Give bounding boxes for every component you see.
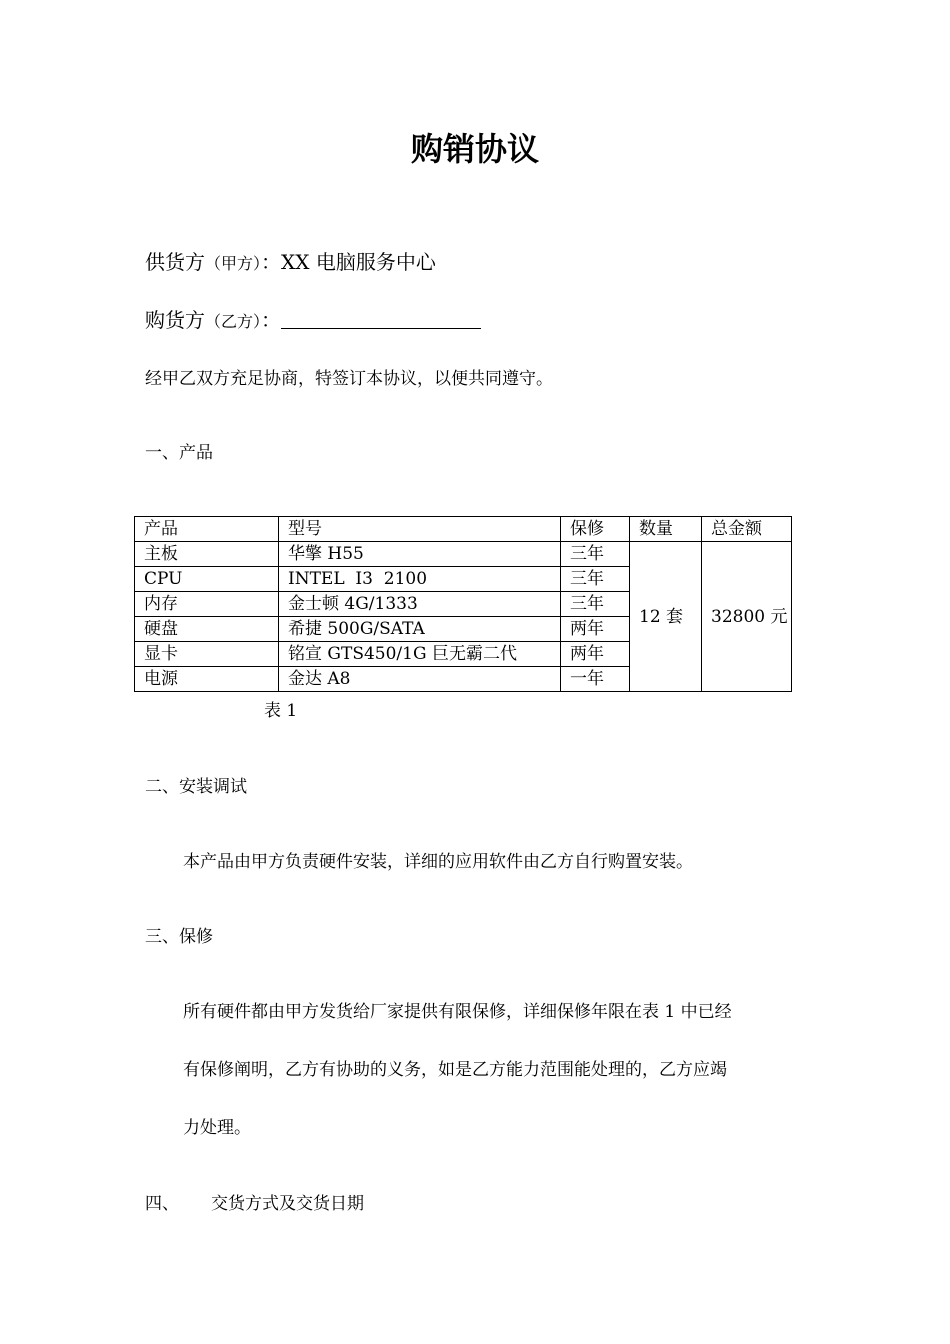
cell-product: 内存 [135, 592, 279, 617]
supplier-role: （甲方） [205, 254, 262, 273]
cell-model: 金达 A8 [279, 667, 561, 692]
section-1-heading: 一、产品 [145, 443, 213, 463]
header-quantity: 数量 [630, 517, 702, 542]
section-4-title: 交货方式及交货日期 [211, 1194, 364, 1214]
cell-warranty: 三年 [561, 542, 630, 567]
supplier-name: XX 电脑服务中心 [281, 250, 436, 274]
section-3-heading: 三、保修 [145, 927, 213, 947]
buyer-role: （乙方） [205, 312, 262, 331]
section-3-line: 所有硬件都由甲方发货给厂家提供有限保修，详细保修年限在表 1 中已经 [183, 1002, 732, 1022]
supplier-colon: ： [261, 250, 282, 274]
cell-warranty: 一年 [561, 667, 630, 692]
cell-quantity: 12 套 [630, 542, 702, 692]
cell-product: CPU [135, 567, 279, 592]
buyer-name-blank [281, 308, 481, 329]
cell-warranty: 三年 [561, 592, 630, 617]
supplier-line [145, 247, 436, 279]
cell-model: 金士顿 4G/1333 [279, 592, 561, 617]
cell-warranty: 三年 [561, 567, 630, 592]
cell-model: INTEL I3 2100 [279, 567, 561, 592]
cell-product: 电源 [135, 667, 279, 692]
table-caption: 表 1 [264, 701, 298, 721]
cell-warranty: 两年 [561, 642, 630, 667]
intro-paragraph: 经甲乙双方充足协商，特签订本协议，以便共同遵守。 [145, 369, 553, 389]
cell-product: 显卡 [135, 642, 279, 667]
buyer-colon: ： [261, 308, 282, 332]
section-4-number: 四、 [145, 1194, 179, 1214]
header-model: 型号 [279, 517, 561, 542]
header-total: 总金额 [702, 517, 792, 542]
header-warranty: 保修 [561, 517, 630, 542]
cell-model: 华擎 H55 [279, 542, 561, 567]
section-3-line: 有保修阐明，乙方有协助的义务，如是乙方能力范围能处理的，乙方应竭 [183, 1060, 727, 1080]
buyer-label: 购货方 [145, 308, 205, 332]
cell-model: 铭宣 GTS450/1G 巨无霸二代 [279, 642, 561, 667]
cell-warranty: 两年 [561, 617, 630, 642]
product-table [134, 516, 792, 692]
document-title: 购销协议 [410, 130, 539, 168]
supplier-label: 供货方 [145, 250, 205, 274]
header-product: 产品 [135, 517, 279, 542]
table-row [135, 542, 792, 567]
section-3-line: 力处理。 [183, 1118, 251, 1138]
cell-product: 硬盘 [135, 617, 279, 642]
buyer-line [145, 305, 481, 337]
section-2-heading: 二、安装调试 [145, 777, 247, 797]
cell-model: 希捷 500G/SATA [279, 617, 561, 642]
cell-total: 32800 元 [702, 542, 792, 692]
section-4-heading [145, 1191, 364, 1217]
section-2-body: 本产品由甲方负责硬件安装，详细的应用软件由乙方自行购置安装。 [183, 852, 693, 872]
table-header-row [135, 517, 792, 542]
cell-product: 主板 [135, 542, 279, 567]
